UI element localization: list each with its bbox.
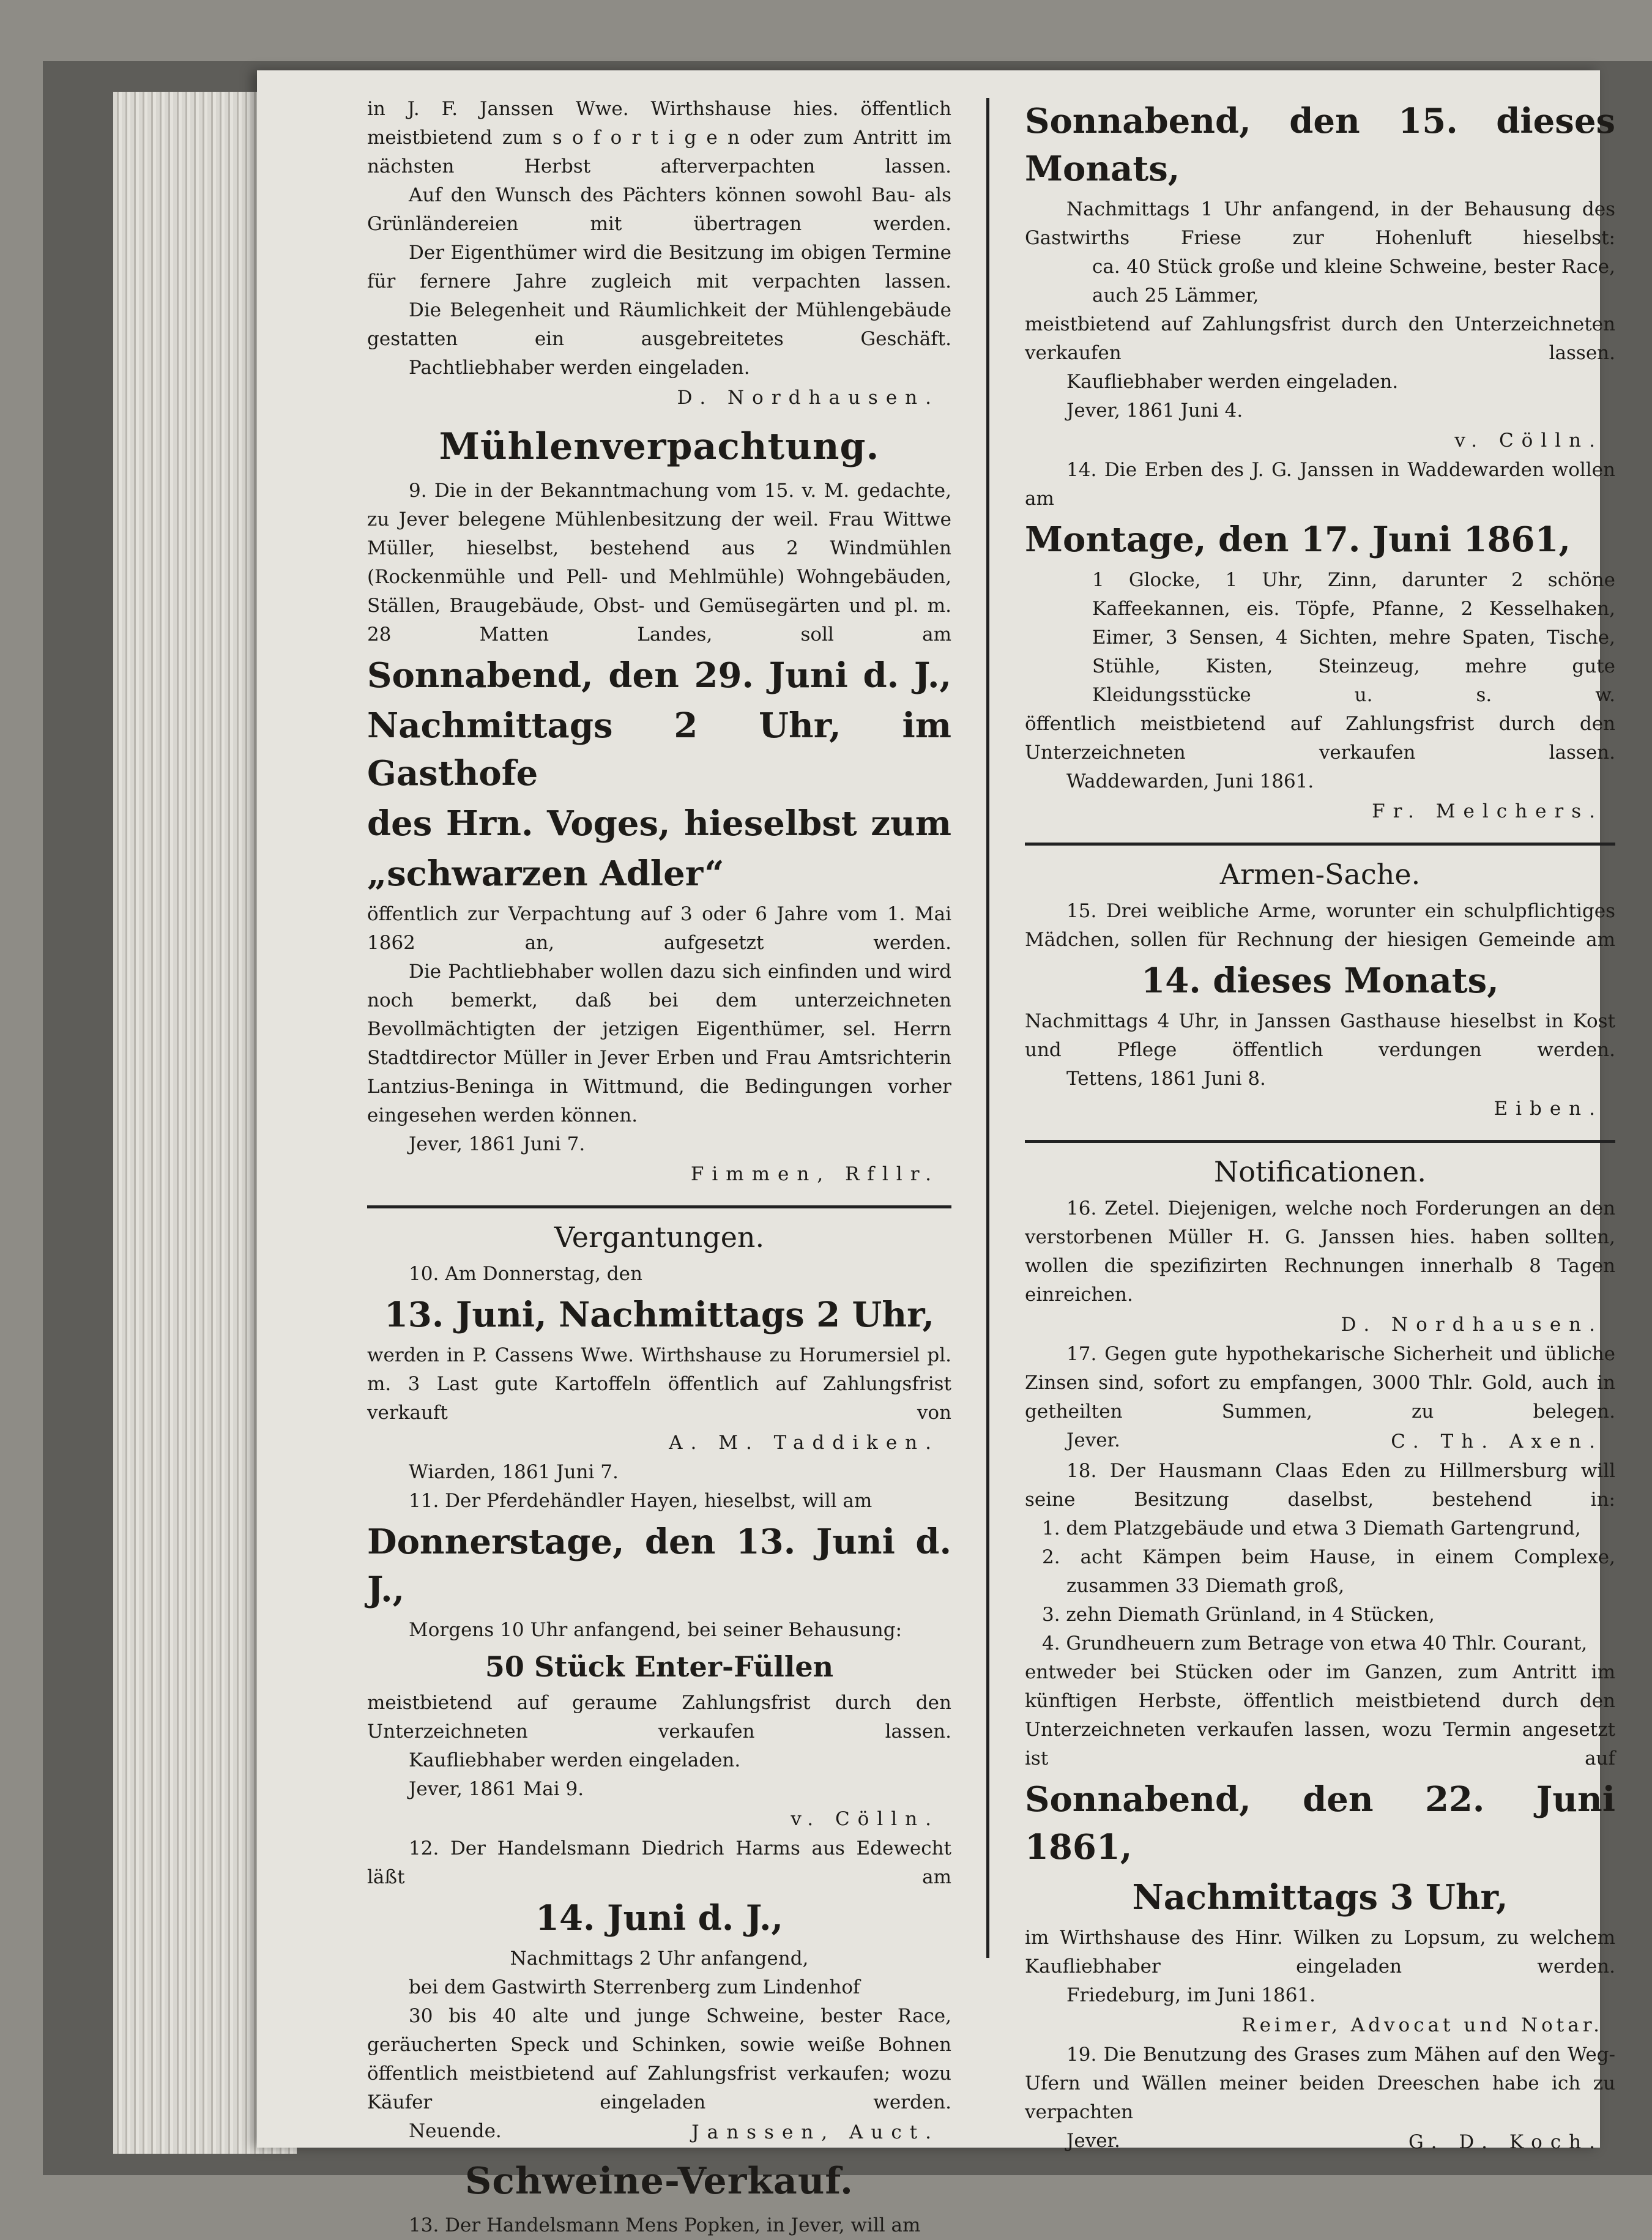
notice-text: im Wirthshause des Hinr. Wilken zu Lopsum, zu welchem Kaufliebhaber eingeladen werden. <box>1025 1927 1615 1978</box>
signature: Reimer, Advocat und Notar. <box>1241 2014 1603 2036</box>
intro-text-2: Auf den Wunsch des Pächters können sowohl Bau- als Grünländereien mit übertragen werden. <box>367 184 951 235</box>
signature: Fr. Melchers. <box>1372 800 1603 822</box>
notice-text: Morgens 10 Uhr anfangend, bei seiner Behausung: <box>409 1619 902 1641</box>
notice-place: Jever. <box>1066 2130 1120 2152</box>
notice-text: 10. Am Donnerstag, den <box>409 1263 642 1285</box>
signature: Fimmen, Rfllr. <box>690 1163 939 1185</box>
notice-date-line: 14. dieses Monats, <box>1141 961 1499 1001</box>
notice-date-line: des Hrn. Voges, hieselbst zum <box>367 803 951 844</box>
section-rule <box>367 1205 951 1208</box>
notice-text: Die Pachtliebhaber wollen dazu sich einfinden und wird noch bemerkt, daß bei dem unterzeichneten Bevollmächtigten der jetzigen Eigenthümer, sel. Herrn Stadtdirector Müller in Jever Erben und Frau Amtsrichterin Lantzius-Beninga in Wittmund, die Bedingungen vorher eingesehen werden können. <box>367 961 951 1126</box>
notice-date-line: „schwarzen Adler“ <box>367 854 724 894</box>
notice-text: öffentlich meistbietend auf Zahlungsfrist verkaufen; wozu Käufer eingeladen werden. <box>367 2063 951 2113</box>
notice-date-line: 13. Juni, Nachmittags 2 Uhr, <box>384 1295 935 1335</box>
notice-text: 30 bis 40 alte und junge Schweine, bester Race, geräucherten Speck und Schinken, sowie weiße Bohnen <box>367 2005 951 2056</box>
notice-date-line: Sonnabend, den 22. Juni 1861, <box>1025 1779 1615 1867</box>
intro-text-3: Der Eigenthümer wird die Besitzung im obigen Termine für fernere Jahre zugleich mit verpachten lassen. <box>367 242 951 292</box>
place-signature-row <box>1025 2127 1615 2157</box>
notice-date-line: Donnerstage, den 13. Juni d. J., <box>367 1522 951 1610</box>
notice-text: Kaufliebhaber werden eingeladen. <box>409 1749 741 1771</box>
signature: v. Cölln. <box>791 1808 939 1830</box>
notice-date-line: Nachmittags 2 Uhr, im Gasthofe <box>367 705 951 794</box>
notice-date-line: Montage, den 17. Juni 1861, <box>1025 519 1571 560</box>
notice-text: öffentlich meistbietend auf Zahlungsfrist durch den Unterzeichneten verkaufen lassen. <box>1025 713 1615 764</box>
notice-text: 19. Die Benutzung des Grases zum Mähen auf den Weg-Ufern und Wällen meiner beiden Dreeschen habe ich zu verpachten <box>1025 2044 1615 2123</box>
notice-date: Friedeburg, im Juni 1861. <box>1066 1984 1315 2006</box>
notice-text: werden in P. Cassens Wwe. Wirthshause zu Horumersiel pl. m. 3 Last gute Kartoffeln öffentlich auf Zahlungsfrist verkauft von <box>367 1344 951 1424</box>
section-heading: Schweine-Verkauf. <box>465 2160 854 2203</box>
section-heading: Vergantungen. <box>554 1221 765 1254</box>
notice-date: Jever, 1861 Juni 7. <box>409 1133 586 1155</box>
section-heading: Mühlenverpachtung. <box>439 425 880 468</box>
notice-text: Nachmittags 2 Uhr anfangend, <box>510 1948 809 1970</box>
notice-text: auch 25 Lämmer, <box>1092 285 1259 307</box>
list-item: 4. Grundheuern zum Betrage von etwa 40 Thlr. Courant, <box>1042 1632 1588 1654</box>
notice-text: meistbietend auf Zahlungsfrist durch den Unterzeichneten verkaufen lassen. <box>1025 313 1615 364</box>
notice-text: 1 Glocke, 1 Uhr, Zinn, darunter 2 schöne Kaffeekannen, eis. Töpfe, Pfanne, 2 Kesselhaken, Eimer, 3 Sensen, 4 Sichten, mehre Spaten, Tische, Stühle, Kisten, Steinzeug, mehre gute Kleidungsstücke u. s. w. <box>1092 569 1615 706</box>
notice-date: Wiarden, 1861 Juni 7. <box>409 1461 619 1483</box>
list-item: 3. zehn Diemath Grünland, in 4 Stücken, <box>1042 1604 1435 1626</box>
section-heading: Notificationen. <box>1214 1155 1426 1188</box>
notice-text: 14. Die Erben des J. G. Janssen in Waddewarden wollen am <box>1025 459 1615 510</box>
notice-date: Tettens, 1861 Juni 8. <box>1066 1068 1266 1090</box>
notice-text: Nachmittags 1 Uhr anfangend, in der Behausung des Gastwirths Friese zur Hohenluft hieselbst: <box>1025 198 1615 249</box>
signature: G. D. Koch. <box>1408 2131 1603 2153</box>
notice-date: Jever, 1861 Juni 4. <box>1066 400 1243 422</box>
notice-place: Neuende. <box>409 2120 502 2142</box>
signature: A. M. Taddiken. <box>669 1432 939 1454</box>
signature: C. Th. Axen. <box>1391 1431 1603 1453</box>
notice-text: ca. 40 Stück große und kleine Schweine, bester Race, <box>1092 256 1615 278</box>
left-column <box>367 95 951 2240</box>
notice-date-line: Sonnabend, den 29. Juni d. J., <box>367 655 951 696</box>
section-rule <box>1025 843 1615 846</box>
signature: Janssen, Auct. <box>691 2121 939 2143</box>
notice-date-line: 14. Juni d. J., <box>535 1898 783 1938</box>
notice-text: 12. Der Handelsmann Diedrich Harms aus Edewecht läßt am <box>367 1837 951 1888</box>
notice-date: Jever, 1861 Mai 9. <box>409 1778 584 1800</box>
list-item: 2. acht Kämpen beim Hause, in einem Complexe, zusammen 33 Diemath groß, <box>1042 1546 1615 1597</box>
column-divider <box>986 98 989 1958</box>
notice-text: 9. Die in der Bekanntmachung vom 15. v. M. gedachte, zu Jever belegene Mühlenbesitzung der weil. Frau Wittwe Müller, hieselbst, bestehend aus 2 Windmühlen (Rockenmühle und Pell- und Mehlmühle) Wohngebäuden, Ställen, Braugebäude, Obst- und Gemüsegärten und pl. m. 28 Matten Landes, soll am <box>367 480 951 646</box>
place-signature-row <box>367 2117 951 2148</box>
section-rule <box>1025 1140 1615 1143</box>
signature: D. Nordhausen. <box>677 387 939 409</box>
notice-text: 18. Der Hausmann Claas Eden zu Hillmersburg will seine Besitzung daselbst, bestehend in: <box>1025 1460 1615 1511</box>
section-heading: Armen-Sache. <box>1219 858 1421 891</box>
notice-text: 15. Drei weibliche Arme, worunter ein schulpflichtiges Mädchen, sollen für Rechnung der hiesigen Gemeinde am <box>1025 900 1615 951</box>
signature: D. Nordhausen. <box>1341 1314 1603 1336</box>
notice-text: meistbietend auf geraume Zahlungsfrist durch den Unterzeichneten verkaufen lassen. <box>367 1692 951 1743</box>
notice-text: Nachmittags 4 Uhr, in Janssen Gasthause hieselbst in Kost und Pflege öffentlich verdungen werden. <box>1025 1010 1615 1061</box>
intro-text-5: Pachtliebhaber werden eingeladen. <box>409 357 750 379</box>
notice-place: Jever. <box>1066 1429 1120 1451</box>
notice-date: Waddewarden, Juni 1861. <box>1066 770 1314 792</box>
notice-text: entweder bei Stücken oder im Ganzen, zum Antritt im künftigen Herbste, öffentlich meistbietend durch den Unterzeichneten verkaufen lassen, wozu Termin angesetzt ist auf <box>1025 1661 1615 1769</box>
notice-date-line: Nachmittags 3 Uhr, <box>1132 1877 1508 1918</box>
signature: v. Cölln. <box>1454 430 1603 452</box>
notice-text: öffentlich zur Verpachtung auf 3 oder 6 Jahre vom 1. Mai 1862 an, aufgesetzt werden. <box>367 903 951 954</box>
signature: Eiben. <box>1494 1098 1603 1120</box>
notice-text: 11. Der Pferdehändler Hayen, hieselbst, will am <box>409 1490 873 1512</box>
notice-text: 17. Gegen gute hypothekarische Sicherheit und übliche Zinsen sind, sofort zu empfangen, 3000 Thlr. Gold, auch in getheilten Summen, zu belegen. <box>1025 1343 1615 1423</box>
notice-text: 16. Zetel. Diejenigen, welche noch Forderungen an den verstorbenen Müller H. G. Janssen hies. haben sollten, wollen die spezifizirten Rechnungen innerhalb 8 Tagen einreichen. <box>1025 1197 1615 1306</box>
intro-text-4: Die Belegenheit und Räumlichkeit der Mühlengebäude gestatten ein ausgebreitetes Geschäft. <box>367 299 951 350</box>
notice-text: bei dem Gastwirth Sterrenberg zum Lindenhof <box>409 1976 860 1998</box>
notice-text: 13. Der Handelsmann Mens Popken, in Jever, will am <box>409 2214 921 2236</box>
notice-text: Kaufliebhaber werden eingeladen. <box>1066 371 1399 393</box>
notice-item: 50 Stück Enter-Füllen <box>485 1650 834 1683</box>
right-column <box>1025 95 1615 2157</box>
intro-text-1: in J. F. Janssen Wwe. Wirthshause hies. öffentlich meistbietend zum s o f o r t i g e n oder zum Antritt im nächsten Herbst afterverpachten lassen. <box>367 98 951 177</box>
list-item: 1. dem Platzgebäude und etwa 3 Diemath Gartengrund, <box>1042 1517 1581 1539</box>
place-signature-row <box>1025 1426 1615 1457</box>
notice-date-line: Sonnabend, den 15. dieses Monats, <box>1025 101 1615 189</box>
